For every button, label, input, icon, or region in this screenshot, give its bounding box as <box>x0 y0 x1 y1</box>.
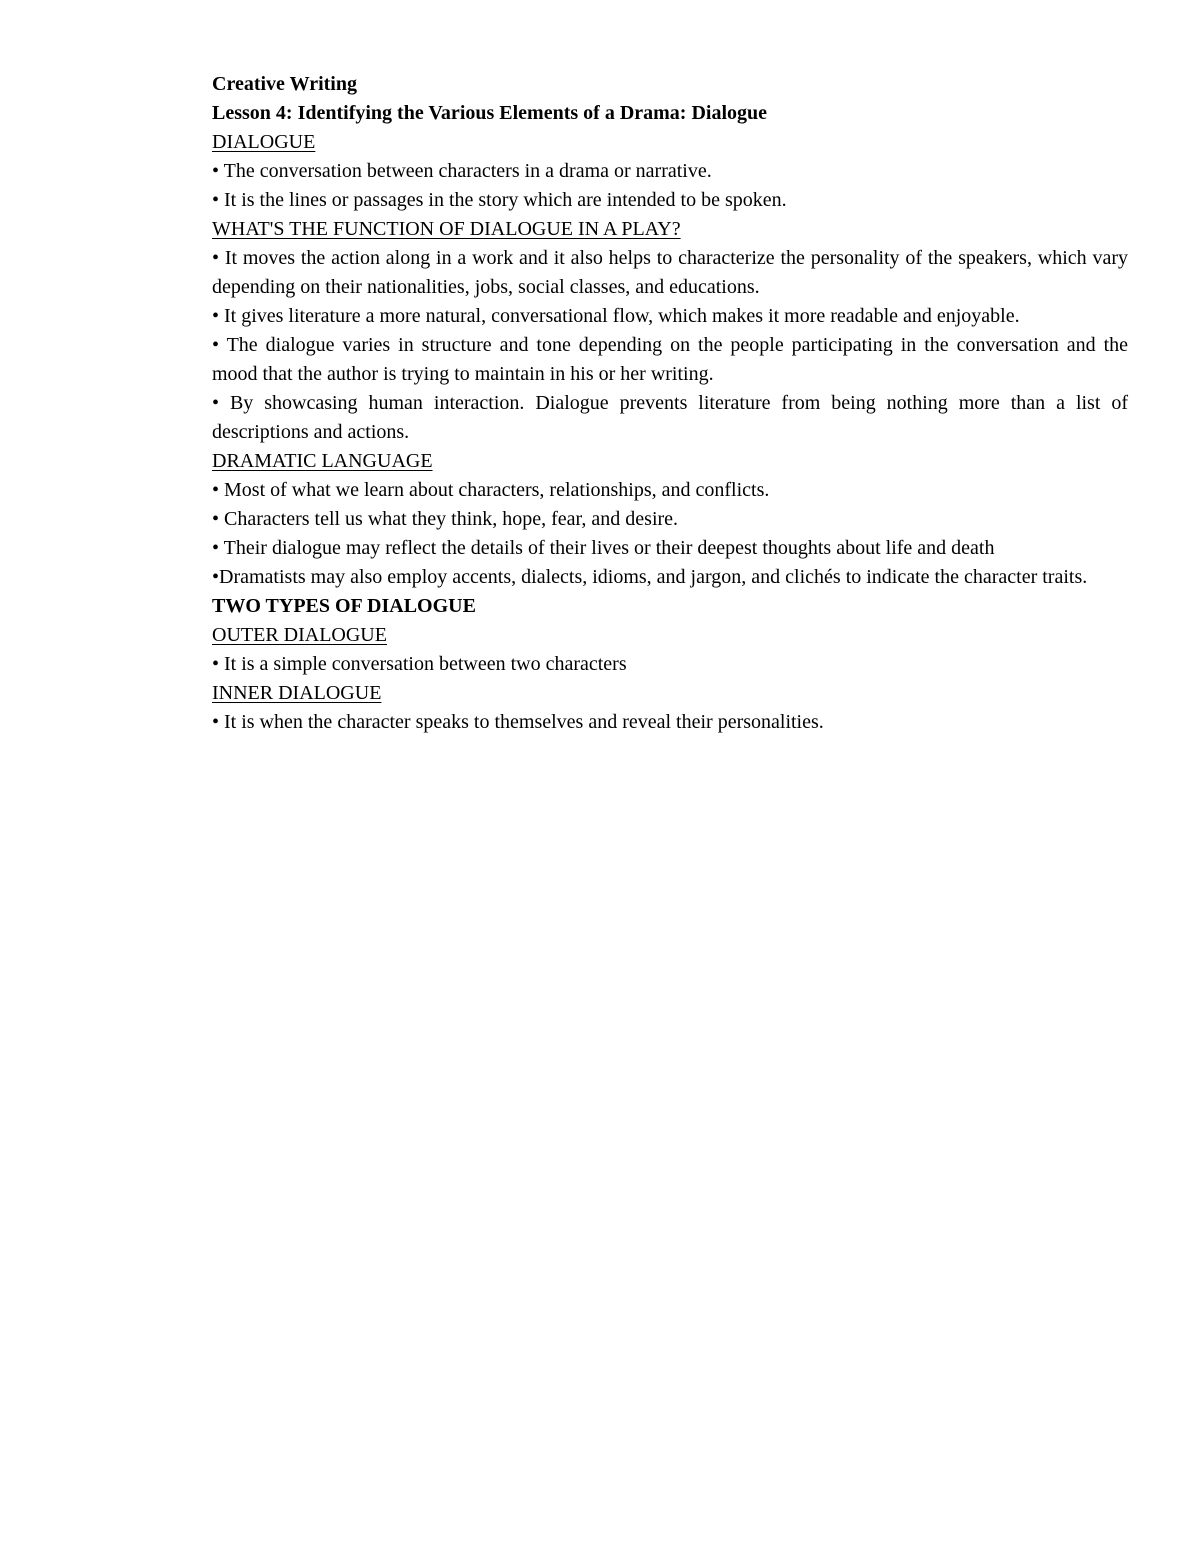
subheading-outer-dialogue: OUTER DIALOGUE <box>212 624 387 646</box>
bullet-item: • The dialogue varies in structure and tone depending on the people participating in the conversation and the mood that the author is trying to maintain in his or her writing. <box>212 334 1128 385</box>
bullet-item: • It is when the character speaks to themselves and reveal their personalities. <box>212 711 824 733</box>
bullet-item: • Their dialogue may reflect the details of their lives or their deepest thoughts about life and death <box>212 537 995 559</box>
bullet-item: • The conversation between characters in a drama or narrative. <box>212 160 712 182</box>
bullet-item: • It gives literature a more natural, conversational flow, which makes it more readable and enjoyable. <box>212 305 1020 327</box>
section-heading-dialogue: DIALOGUE <box>212 131 316 153</box>
bullet-item: • It is a simple conversation between two characters <box>212 653 627 675</box>
lesson-title: Lesson 4: Identifying the Various Elements of a Drama: Dialogue <box>212 102 768 124</box>
section-heading-types: TWO TYPES OF DIALOGUE <box>212 595 476 617</box>
bullet-item: • Most of what we learn about characters, relationships, and conflicts. <box>212 479 770 501</box>
document-page <box>212 70 1128 737</box>
subheading-inner-dialogue: INNER DIALOGUE <box>212 682 382 704</box>
bullet-item: • Characters tell us what they think, hope, fear, and desire. <box>212 508 679 530</box>
section-heading-dramatic-language: DRAMATIC LANGUAGE <box>212 450 433 472</box>
bullet-item: • It is the lines or passages in the story which are intended to be spoken. <box>212 189 787 211</box>
section-heading-function: WHAT'S THE FUNCTION OF DIALOGUE IN A PLAY? <box>212 218 681 240</box>
bullet-item: • It moves the action along in a work and it also helps to characterize the personality of the speakers, which vary depending on their nationalities, jobs, social classes, and educations. <box>212 247 1128 298</box>
bullet-item: • By showcasing human interaction. Dialogue prevents literature from being nothing more than a list of descriptions and actions. <box>212 392 1128 443</box>
bullet-item: •Dramatists may also employ accents, dialects, idioms, and jargon, and clichés to indicate the character traits. <box>212 566 1088 588</box>
document-title: Creative Writing <box>212 73 357 95</box>
